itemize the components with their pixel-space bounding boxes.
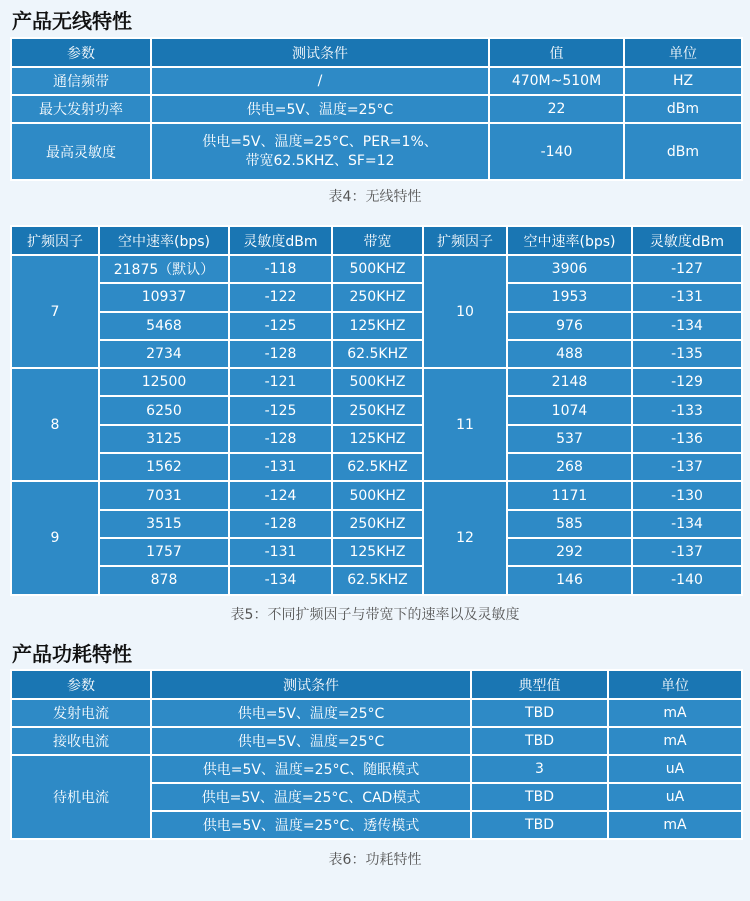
table-row xyxy=(11,699,742,727)
cell-rate-right: 3906 xyxy=(507,255,632,283)
cell-value: TBD xyxy=(471,727,608,755)
cell-value: TBD xyxy=(471,699,608,727)
table-caption: 表6：功耗特性 xyxy=(328,852,422,868)
table-row xyxy=(11,368,742,396)
cell-bandwidth: 250KHZ xyxy=(332,396,423,424)
header-unit: 单位 xyxy=(608,670,742,699)
table-row xyxy=(11,481,742,509)
cell-condition: 供电=5V、温度=25°C、CAD模式 xyxy=(151,783,471,811)
cell-unit: mA xyxy=(608,811,742,839)
cell-unit: mA xyxy=(608,727,742,755)
cell-value: TBD xyxy=(471,783,608,811)
cell-condition xyxy=(151,123,489,180)
cell-sf-left: 8 xyxy=(11,368,99,481)
cell-sf-left: 9 xyxy=(11,481,99,594)
cell-rate-right: 1953 xyxy=(507,283,632,311)
table-row xyxy=(11,340,742,368)
cell-unit: uA xyxy=(608,783,742,811)
cell-sensitivity-right: -136 xyxy=(632,425,742,453)
cell-rate-right: 146 xyxy=(507,566,632,594)
cell-rate-left: 1757 xyxy=(99,538,229,566)
header-param: 参数 xyxy=(11,38,151,67)
header-sf-left: 扩频因子 xyxy=(11,226,99,255)
cell-param: 最高灵敏度 xyxy=(11,123,151,180)
table-row xyxy=(11,510,742,538)
header-value: 值 xyxy=(489,38,624,67)
table-row xyxy=(11,312,742,340)
cell-sensitivity-left: -122 xyxy=(229,283,332,311)
cell-bandwidth: 250KHZ xyxy=(332,283,423,311)
table-caption: 表5：不同扩频因子与带宽下的速率以及灵敏度 xyxy=(230,607,520,623)
cell-sensitivity-right: -134 xyxy=(632,510,742,538)
header-sensitivity-left: 灵敏度dBm xyxy=(229,226,332,255)
cell-rate-right: 1171 xyxy=(507,481,632,509)
table-header-row xyxy=(11,226,742,255)
cell-value: 3 xyxy=(471,755,608,783)
cell-unit: mA xyxy=(608,699,742,727)
cell-rate-left: 878 xyxy=(99,566,229,594)
table-row xyxy=(11,727,742,755)
table-row xyxy=(11,453,742,481)
header-sf-right: 扩频因子 xyxy=(423,226,507,255)
cell-sensitivity-left: -125 xyxy=(229,312,332,340)
cell-sensitivity-right: -127 xyxy=(632,255,742,283)
sf-table-body xyxy=(11,255,742,595)
cell-unit: dBm xyxy=(624,123,742,180)
cell-unit: uA xyxy=(608,755,742,783)
cell-rate-left: 12500 xyxy=(99,368,229,396)
cell-sensitivity-left: -121 xyxy=(229,368,332,396)
cell-rate-left: 10937 xyxy=(99,283,229,311)
table-header-row xyxy=(11,38,742,67)
cell-bandwidth: 250KHZ xyxy=(332,510,423,538)
cell-sf-left: 7 xyxy=(11,255,99,368)
cell-bandwidth: 125KHZ xyxy=(332,538,423,566)
cell-condition: 供电=5V、温度=25°C、随眠模式 xyxy=(151,755,471,783)
cell-sensitivity-right: -135 xyxy=(632,340,742,368)
cell-sensitivity-left: -118 xyxy=(229,255,332,283)
cell-rate-right: 488 xyxy=(507,340,632,368)
table-row xyxy=(11,396,742,424)
cell-sensitivity-right: -130 xyxy=(632,481,742,509)
cell-param-standby: 待机电流 xyxy=(11,755,151,839)
cell-bandwidth: 125KHZ xyxy=(332,312,423,340)
header-bandwidth: 带宽 xyxy=(332,226,423,255)
section-title-power: 产品功耗特性 xyxy=(12,642,132,666)
cell-param: 通信频带 xyxy=(11,67,151,95)
cell-sensitivity-right: -134 xyxy=(632,312,742,340)
header-unit: 单位 xyxy=(624,38,742,67)
cell-sf-right: 12 xyxy=(423,481,507,594)
cell-sensitivity-left: -125 xyxy=(229,396,332,424)
header-sensitivity-right: 灵敏度dBm xyxy=(632,226,742,255)
table-caption: 表4：无线特性 xyxy=(328,189,422,205)
cell-value: TBD xyxy=(471,811,608,839)
section-title-wireless: 产品无线特性 xyxy=(12,9,132,33)
table-row xyxy=(11,755,742,783)
cell-sf-right: 10 xyxy=(423,255,507,368)
header-param: 参数 xyxy=(11,670,151,699)
cell-rate-right: 268 xyxy=(507,453,632,481)
cell-param: 最大发射功率 xyxy=(11,95,151,123)
cell-sensitivity-left: -131 xyxy=(229,453,332,481)
cell-condition: 供电=5V、温度=25°C xyxy=(151,727,471,755)
cell-rate-right: 537 xyxy=(507,425,632,453)
header-rate-right: 空中速率(bps) xyxy=(507,226,632,255)
cell-rate-right: 2148 xyxy=(507,368,632,396)
cell-sensitivity-left: -131 xyxy=(229,538,332,566)
spreading-factor-table xyxy=(10,225,743,596)
cell-param: 接收电流 xyxy=(11,727,151,755)
cell-unit: HZ xyxy=(624,67,742,95)
table-row xyxy=(11,425,742,453)
cell-rate-left: 6250 xyxy=(99,396,229,424)
cell-bandwidth: 62.5KHZ xyxy=(332,566,423,594)
cell-sensitivity-right: -140 xyxy=(632,566,742,594)
cell-rate-left: 2734 xyxy=(99,340,229,368)
cell-rate-right: 976 xyxy=(507,312,632,340)
table-row xyxy=(11,255,742,283)
cell-condition: 供电=5V、温度=25°C、透传模式 xyxy=(151,811,471,839)
cell-sensitivity-right: -129 xyxy=(632,368,742,396)
cell-sensitivity-left: -128 xyxy=(229,425,332,453)
cell-value: 470M~510M xyxy=(489,67,624,95)
cell-condition: 供电=5V、温度=25°C xyxy=(151,95,489,123)
table-row xyxy=(11,283,742,311)
header-condition: 测试条件 xyxy=(151,38,489,67)
condition-line-2: 带宽62.5KHZ、SF=12 xyxy=(245,152,395,169)
cell-bandwidth: 125KHZ xyxy=(332,425,423,453)
table-header-row xyxy=(11,670,742,699)
condition-line-1: 供电=5V、温度=25°C、PER=1%、 xyxy=(202,133,438,150)
table-row xyxy=(11,566,742,594)
cell-rate-right: 585 xyxy=(507,510,632,538)
table-row xyxy=(11,123,742,180)
cell-sensitivity-right: -137 xyxy=(632,538,742,566)
cell-bandwidth: 500KHZ xyxy=(332,255,423,283)
cell-rate-left: 1562 xyxy=(99,453,229,481)
cell-rate-left: 7031 xyxy=(99,481,229,509)
cell-bandwidth: 62.5KHZ xyxy=(332,340,423,368)
cell-bandwidth: 500KHZ xyxy=(332,481,423,509)
cell-sensitivity-left: -124 xyxy=(229,481,332,509)
cell-value: 22 xyxy=(489,95,624,123)
cell-sensitivity-left: -128 xyxy=(229,510,332,538)
cell-sensitivity-left: -134 xyxy=(229,566,332,594)
power-table xyxy=(10,669,743,840)
cell-sensitivity-right: -133 xyxy=(632,396,742,424)
header-rate-left: 空中速率(bps) xyxy=(99,226,229,255)
cell-rate-left: 21875（默认） xyxy=(99,255,229,283)
cell-condition: 供电=5V、温度=25°C xyxy=(151,699,471,727)
cell-param: 发射电流 xyxy=(11,699,151,727)
cell-rate-right: 1074 xyxy=(507,396,632,424)
cell-sensitivity-right: -131 xyxy=(632,283,742,311)
header-condition: 测试条件 xyxy=(151,670,471,699)
header-typical-value: 典型值 xyxy=(471,670,608,699)
table-row xyxy=(11,67,742,95)
cell-sensitivity-left: -128 xyxy=(229,340,332,368)
cell-rate-left: 3515 xyxy=(99,510,229,538)
cell-rate-left: 5468 xyxy=(99,312,229,340)
wireless-table xyxy=(10,37,743,181)
table-row xyxy=(11,538,742,566)
cell-condition: / xyxy=(151,67,489,95)
cell-sensitivity-right: -137 xyxy=(632,453,742,481)
cell-bandwidth: 500KHZ xyxy=(332,368,423,396)
cell-rate-left: 3125 xyxy=(99,425,229,453)
cell-bandwidth: 62.5KHZ xyxy=(332,453,423,481)
cell-value: -140 xyxy=(489,123,624,180)
cell-rate-right: 292 xyxy=(507,538,632,566)
cell-unit: dBm xyxy=(624,95,742,123)
cell-sf-right: 11 xyxy=(423,368,507,481)
table-row xyxy=(11,95,742,123)
